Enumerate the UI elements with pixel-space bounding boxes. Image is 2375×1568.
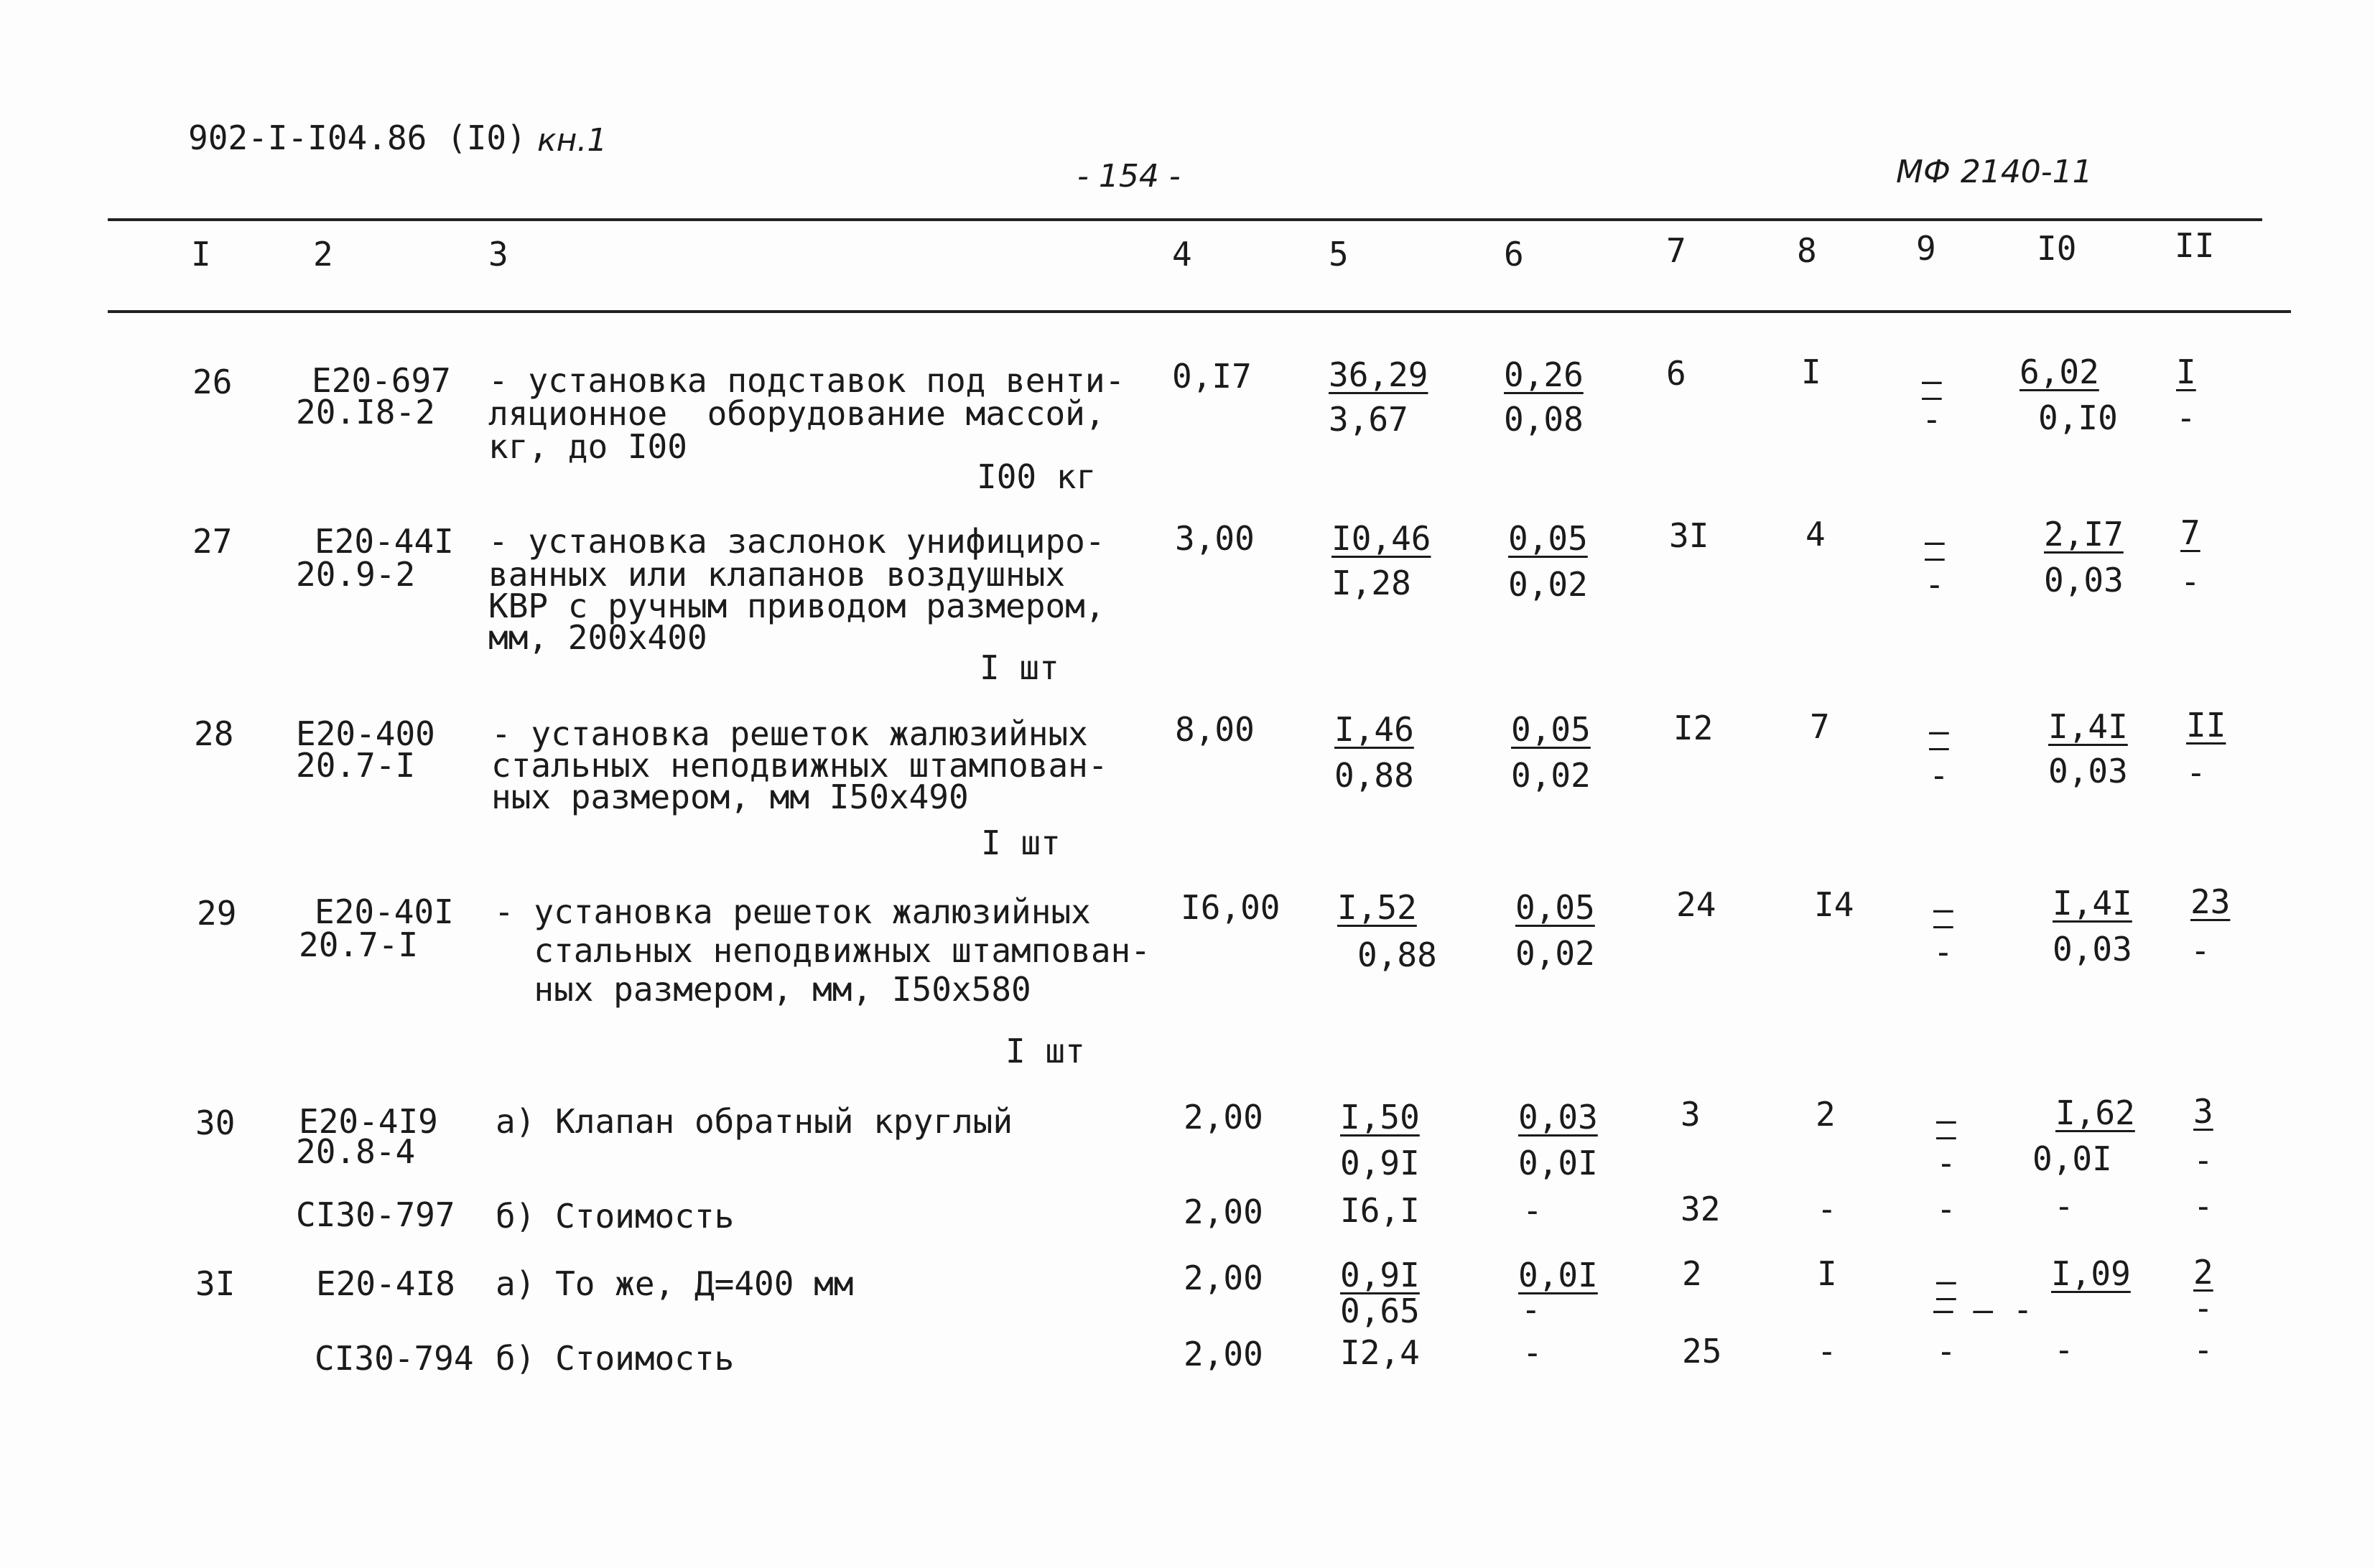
item-number: 3I <box>195 1264 236 1303</box>
column-number: 2 <box>313 235 333 274</box>
quantity: 2,00 <box>1184 1193 1263 1231</box>
col5-lower: I,28 <box>1331 564 1411 602</box>
col9-lower: - <box>1936 1144 1956 1182</box>
norm-code: E20-44I <box>315 522 454 561</box>
col9-lower: - <box>1933 933 1953 971</box>
col5-upper: I0,46 <box>1331 519 1431 558</box>
stamp: МФ 2140-11 <box>1896 154 2093 190</box>
item-number: 28 <box>194 714 234 753</box>
col5-upper: 36,29 <box>1329 355 1428 394</box>
col6-upper: 0,26 <box>1504 355 1584 394</box>
col9-upper: – <box>1936 1101 1956 1139</box>
col5-upper: I2,4 <box>1340 1333 1420 1372</box>
col10-upper: 6,02 <box>2020 353 2099 391</box>
item-number: 27 <box>192 522 233 561</box>
col5-lower: 0,65 <box>1340 1292 1420 1330</box>
col9-upper: – <box>1925 522 1945 561</box>
col6-lower: - <box>1521 1290 1541 1329</box>
col6-upper: 0,03 <box>1518 1098 1598 1137</box>
col6-upper: - <box>1523 1333 1543 1372</box>
col5-upper: I,46 <box>1334 710 1414 749</box>
col6-lower: 0,02 <box>1515 934 1595 973</box>
col11-upper: 3 <box>2193 1092 2213 1131</box>
col8: 7 <box>1810 707 1830 746</box>
work-description: а) То же, Д=400 мм <box>496 1264 854 1303</box>
col6-upper: 0,0I <box>1518 1256 1598 1294</box>
book-note: кн.1 <box>537 122 608 159</box>
col6-lower: 0,0I <box>1518 1144 1598 1182</box>
col5-lower: 3,67 <box>1329 400 1408 439</box>
col10-lower: 0,03 <box>2044 561 2124 599</box>
quantity: 2,00 <box>1184 1259 1263 1297</box>
work-description: ванных или клапанов воздушных <box>488 555 1066 594</box>
col6-upper: 0,05 <box>1511 710 1591 749</box>
col10-upper: - <box>2054 1187 2074 1226</box>
col8: I4 <box>1814 885 1854 924</box>
col11-lower: - <box>2193 1141 2213 1180</box>
work-description: ных размером, мм, I50х580 <box>494 970 1031 1009</box>
norm-code: 20.7-I <box>296 746 416 785</box>
norm-code: 20.8-4 <box>296 1132 416 1171</box>
work-description: стальных неподвижных штампован- <box>494 931 1151 970</box>
col10-lower: 0,03 <box>2053 930 2132 969</box>
column-number: 7 <box>1666 231 1686 270</box>
column-number: II <box>2175 226 2215 265</box>
col6-upper: - <box>1523 1191 1543 1230</box>
col10-upper: I,62 <box>2055 1093 2135 1132</box>
col7: 2 <box>1682 1254 1702 1293</box>
col7: 24 <box>1676 885 1716 924</box>
page-number: - 154 - <box>1077 158 1181 195</box>
work-description: стальных неподвижных штампован- <box>491 746 1108 785</box>
col11-lower: - <box>2190 931 2211 970</box>
col7: I2 <box>1673 709 1714 747</box>
column-number: 8 <box>1797 231 1817 270</box>
item-number: 29 <box>197 894 237 933</box>
col11-lower: - <box>2180 562 2200 601</box>
col6-lower: 0,02 <box>1508 565 1588 604</box>
norm-code: E20-400 <box>296 714 435 753</box>
col9-upper: – <box>1933 890 1953 928</box>
quantity: 8,00 <box>1175 710 1255 749</box>
col10-lower: 0,I0 <box>2038 398 2118 437</box>
col6-lower: 0,08 <box>1504 400 1584 439</box>
col9-lower: – – - <box>1933 1290 2033 1329</box>
quantity: 3,00 <box>1175 519 1255 558</box>
unit-of-measure: I шт <box>1005 1032 1085 1070</box>
col5-lower: 0,9I <box>1340 1144 1420 1182</box>
col9-upper: – <box>1936 1261 1956 1300</box>
col8: - <box>1817 1332 1837 1371</box>
col9-lower: - <box>1922 400 1942 439</box>
col11-lower: - <box>2186 753 2206 792</box>
col9-upper: – <box>1922 361 1942 400</box>
quantity: 2,00 <box>1184 1335 1263 1373</box>
work-description: б) Стоимость <box>496 1197 735 1236</box>
norm-code: 20.9-2 <box>296 555 416 594</box>
col11-upper: - <box>2193 1330 2213 1369</box>
col9-upper: – <box>1929 711 1949 750</box>
work-description: мм, 200х400 <box>488 618 707 657</box>
quantity: I6,00 <box>1181 888 1281 927</box>
work-description: а) Клапан обратный круглый <box>496 1102 1013 1141</box>
norm-code: 20.7-I <box>299 925 419 964</box>
top-rule <box>108 218 2262 221</box>
col8: 4 <box>1805 515 1826 554</box>
item-number: 26 <box>192 363 233 401</box>
work-description: ных размером, мм I50х490 <box>491 778 969 816</box>
column-number: 5 <box>1329 235 1349 274</box>
unit-of-measure: I шт <box>980 648 1059 687</box>
col11-upper: 7 <box>2180 513 2200 552</box>
col11-lower: - <box>2193 1289 2213 1327</box>
col8: 2 <box>1816 1095 1836 1134</box>
col7: 3 <box>1681 1095 1701 1134</box>
col10-upper: I,09 <box>2051 1254 2131 1293</box>
col8: - <box>1817 1190 1837 1228</box>
unit-of-measure: I00 кг <box>977 457 1097 496</box>
column-number: 3 <box>488 235 508 274</box>
work-description: - установка заслонок унифициро- <box>488 522 1105 561</box>
col7: 25 <box>1682 1332 1722 1371</box>
norm-code: E20-4I9 <box>299 1102 438 1141</box>
col5-upper: I6,I <box>1340 1191 1420 1230</box>
norm-code: 20.I8-2 <box>296 393 435 431</box>
col10-upper: 2,I7 <box>2044 515 2124 554</box>
col7: 6 <box>1666 354 1686 393</box>
work-description: - установка решеток жалюзийных <box>491 714 1088 753</box>
quantity: 0,I7 <box>1172 357 1252 396</box>
col7: 32 <box>1681 1190 1721 1228</box>
col5-upper: 0,9I <box>1340 1256 1420 1294</box>
col5-upper: I,50 <box>1340 1098 1420 1137</box>
column-number: 6 <box>1504 235 1524 274</box>
work-description: КВР с ручным приводом размером, <box>488 587 1105 625</box>
col6-upper: 0,05 <box>1515 888 1595 927</box>
col11-upper: II <box>2186 706 2226 745</box>
col10-lower: 0,0I <box>2032 1139 2112 1178</box>
doc-code: 902-I-I04.86 (I0) <box>188 118 526 157</box>
column-number: 9 <box>1916 229 1936 268</box>
col11-upper: - <box>2193 1187 2213 1226</box>
work-description: - установка подставок под венти- <box>488 361 1125 400</box>
norm-code: E20-4I8 <box>316 1264 455 1303</box>
col5-lower: 0,88 <box>1357 935 1437 974</box>
work-description: кг, до I00 <box>488 427 687 466</box>
col5-upper: I,52 <box>1337 888 1417 927</box>
col6-lower: 0,02 <box>1511 756 1591 795</box>
col7: 3I <box>1669 516 1709 555</box>
col10-upper: I,4I <box>2048 707 2128 746</box>
item-number: 30 <box>195 1103 236 1142</box>
col6-upper: 0,05 <box>1508 519 1588 558</box>
col11-upper: I <box>2176 353 2196 391</box>
col10-upper: - <box>2054 1330 2074 1369</box>
norm-code: E20-40I <box>315 892 454 931</box>
col9-lower: - <box>1925 565 1945 604</box>
col9-lower: - <box>1929 756 1949 795</box>
norm-code: CI30-794 <box>315 1339 474 1378</box>
col9-upper: - <box>1936 1190 1956 1228</box>
work-description: б) Стоимость <box>496 1339 735 1378</box>
norm-code: CI30-797 <box>296 1195 455 1234</box>
col5-lower: 0,88 <box>1334 756 1414 795</box>
col11-lower: - <box>2176 398 2196 437</box>
header-rule <box>108 310 2291 313</box>
column-number: I <box>191 235 211 274</box>
col11-upper: 23 <box>2190 882 2231 921</box>
column-number: I0 <box>2037 229 2077 268</box>
col8: I <box>1801 353 1821 391</box>
col8: I <box>1817 1254 1837 1293</box>
col9-upper: - <box>1936 1332 1956 1371</box>
col10-upper: I,4I <box>2053 884 2132 923</box>
col10-lower: 0,03 <box>2048 752 2128 790</box>
unit-of-measure: I шт <box>981 823 1061 862</box>
work-description: - установка решеток жалюзийных <box>494 892 1091 931</box>
quantity: 2,00 <box>1184 1098 1263 1137</box>
column-number: 4 <box>1172 235 1192 274</box>
work-description: ляционное оборудование массой, <box>488 394 1105 433</box>
col11-upper: 2 <box>2193 1253 2213 1292</box>
norm-code: E20-697 <box>312 361 451 400</box>
